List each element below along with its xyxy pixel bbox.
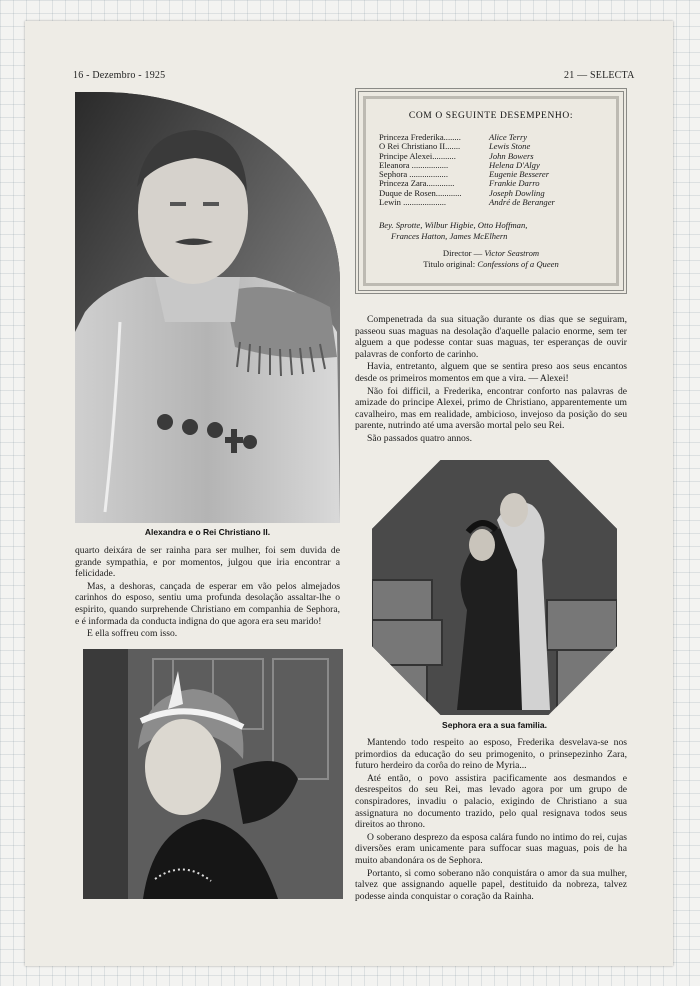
caption-photo-king: Alexandra e o Rei Christiano II. xyxy=(144,527,271,537)
paragraph: quarto deixára de ser rainha para ser mulher, foi sem duvida de grande sympathia, e por momentos, julgou que iria encontrar a felicidade. xyxy=(75,545,340,580)
paragraph: Não foi difficil, a Frederika, encontrar conforto nas palavras de amizade do principe Alexei, primo de Christiano, apparentemente um cavalheiro, mas em realidade, ambicioso, invejoso da posição do seu parente, nutrindo até uma aversão mortal pelo seu Rei. xyxy=(355,385,627,432)
director-line xyxy=(359,248,623,259)
director-name: Victor Seastrom xyxy=(484,248,540,258)
page-number-header: 21 — SELECTA xyxy=(564,70,635,81)
cast-role: Eleanora ................. xyxy=(379,160,449,170)
text-right-top xyxy=(355,314,627,446)
paragraph: Mas, a deshoras, cançada de esperar em vão pelos almejados carinhos do esposo, sentiu uma profunda desolação assaltar-lhe o espirito, quando surprehende Christiano em companhia de Sephora, e é informada da conducta indigna do que agora era seu marido! xyxy=(75,580,340,627)
cast-role: Sephora .................. xyxy=(379,170,448,180)
director-label: Director — xyxy=(442,248,483,258)
cast-actor: Lewis Stone xyxy=(489,141,531,152)
original-title-label: Titulo original: xyxy=(423,259,476,269)
cast-title: COM O SEGUINTE DESEMPENHO: xyxy=(408,111,574,121)
paragraph: Até então, o povo assistira pacificamente aos desmandos e desrespeitos do seu Rei, mas levado agora por um grupo de conspiradores, invadiu o palacio, exigindo de Christiano a sua assignatura no documento trazido, pelo qual resignava todos seus direitos ao throno. xyxy=(355,772,627,831)
original-title: Confessions of a Queen xyxy=(477,259,559,269)
cast-actor: John Bowers xyxy=(489,150,534,161)
cast-actor: Alice Terry xyxy=(489,132,528,142)
paragraph: O soberano desprezo da esposa calára fundo no intimo do rei, cujas diversões eram unicamente para suffocar suas maguas, pois de ha muito abandonára os de Sephora. xyxy=(355,831,627,866)
paragraph: Havia, entretanto, alguem que se sentira preso aos seus encantos desde os primeiros momentos em que a vira. — Alexei! xyxy=(355,361,627,384)
page-date-header: 16 - Dezembro - 1925 xyxy=(73,70,166,81)
cast-row xyxy=(379,198,609,207)
paragraph: Mantendo todo respeito ao esposo, Frederika desvelava-se nos primordios da educação do seu primogenito, o prinsepezinho Zara, futuro herdeiro da corôa do reino de Myria... xyxy=(355,737,627,772)
cast-role: Duque de Rosen............ xyxy=(379,188,462,198)
cast-actor: Frankie Darro xyxy=(489,178,540,189)
cast-extra xyxy=(379,220,609,241)
cast-actor: André de Beranger xyxy=(489,197,555,208)
cast-actor: Helena D'Algy xyxy=(489,159,540,170)
cast-director-block xyxy=(359,248,623,270)
paragraph: Compenetrada da sua situação durante os dias que se seguiram, passeou suas maguas na desolação d'aquelle palacio enorme, sem ter alguem a que podesse contar suas maguas, ter esperanças de ouvir palavras de conforto de carinho. xyxy=(355,314,627,360)
photo-woman-tiara xyxy=(83,649,343,899)
caption-photo-couple: Sephora era a sua familia. xyxy=(442,720,547,730)
cast-extra-line1: Bey. Sprotte, Wilbur Higbie, Otto Hoffman, xyxy=(379,220,528,230)
cast-role: O Rei Christiano II....... xyxy=(379,142,461,152)
text-right-bottom xyxy=(355,737,627,903)
photo-couple-octagon xyxy=(372,460,617,715)
paragraph: Portanto, si como soberano não conquistára o amor da sua mulher, talvez que assignando aquelle papel, destituido da nobreza, talvez podesse ainda conquistar o coração da Rainha. xyxy=(355,867,627,902)
photo-king-portrait xyxy=(75,92,340,523)
paragraph: São passados quatro annos. xyxy=(367,432,472,444)
cast-box xyxy=(355,88,627,294)
text-left xyxy=(75,545,340,641)
cast-role: Lewin .................... xyxy=(379,198,447,208)
cast-role: Princeza Zara............. xyxy=(379,179,455,189)
magazine-page xyxy=(25,21,673,966)
paragraph: E ella soffreu com isso. xyxy=(87,628,178,640)
cast-list xyxy=(379,133,609,207)
cast-actor: Joseph Dowling xyxy=(489,187,545,198)
cast-role: Principe Alexei........... xyxy=(379,151,456,161)
original-title-line xyxy=(359,259,623,270)
cast-role: Princeza Frederika........ xyxy=(379,133,461,142)
cast-extra-line2: Frances Hatton, James McElhern xyxy=(391,230,508,241)
cast-actor: Eugenie Besserer xyxy=(489,169,550,180)
